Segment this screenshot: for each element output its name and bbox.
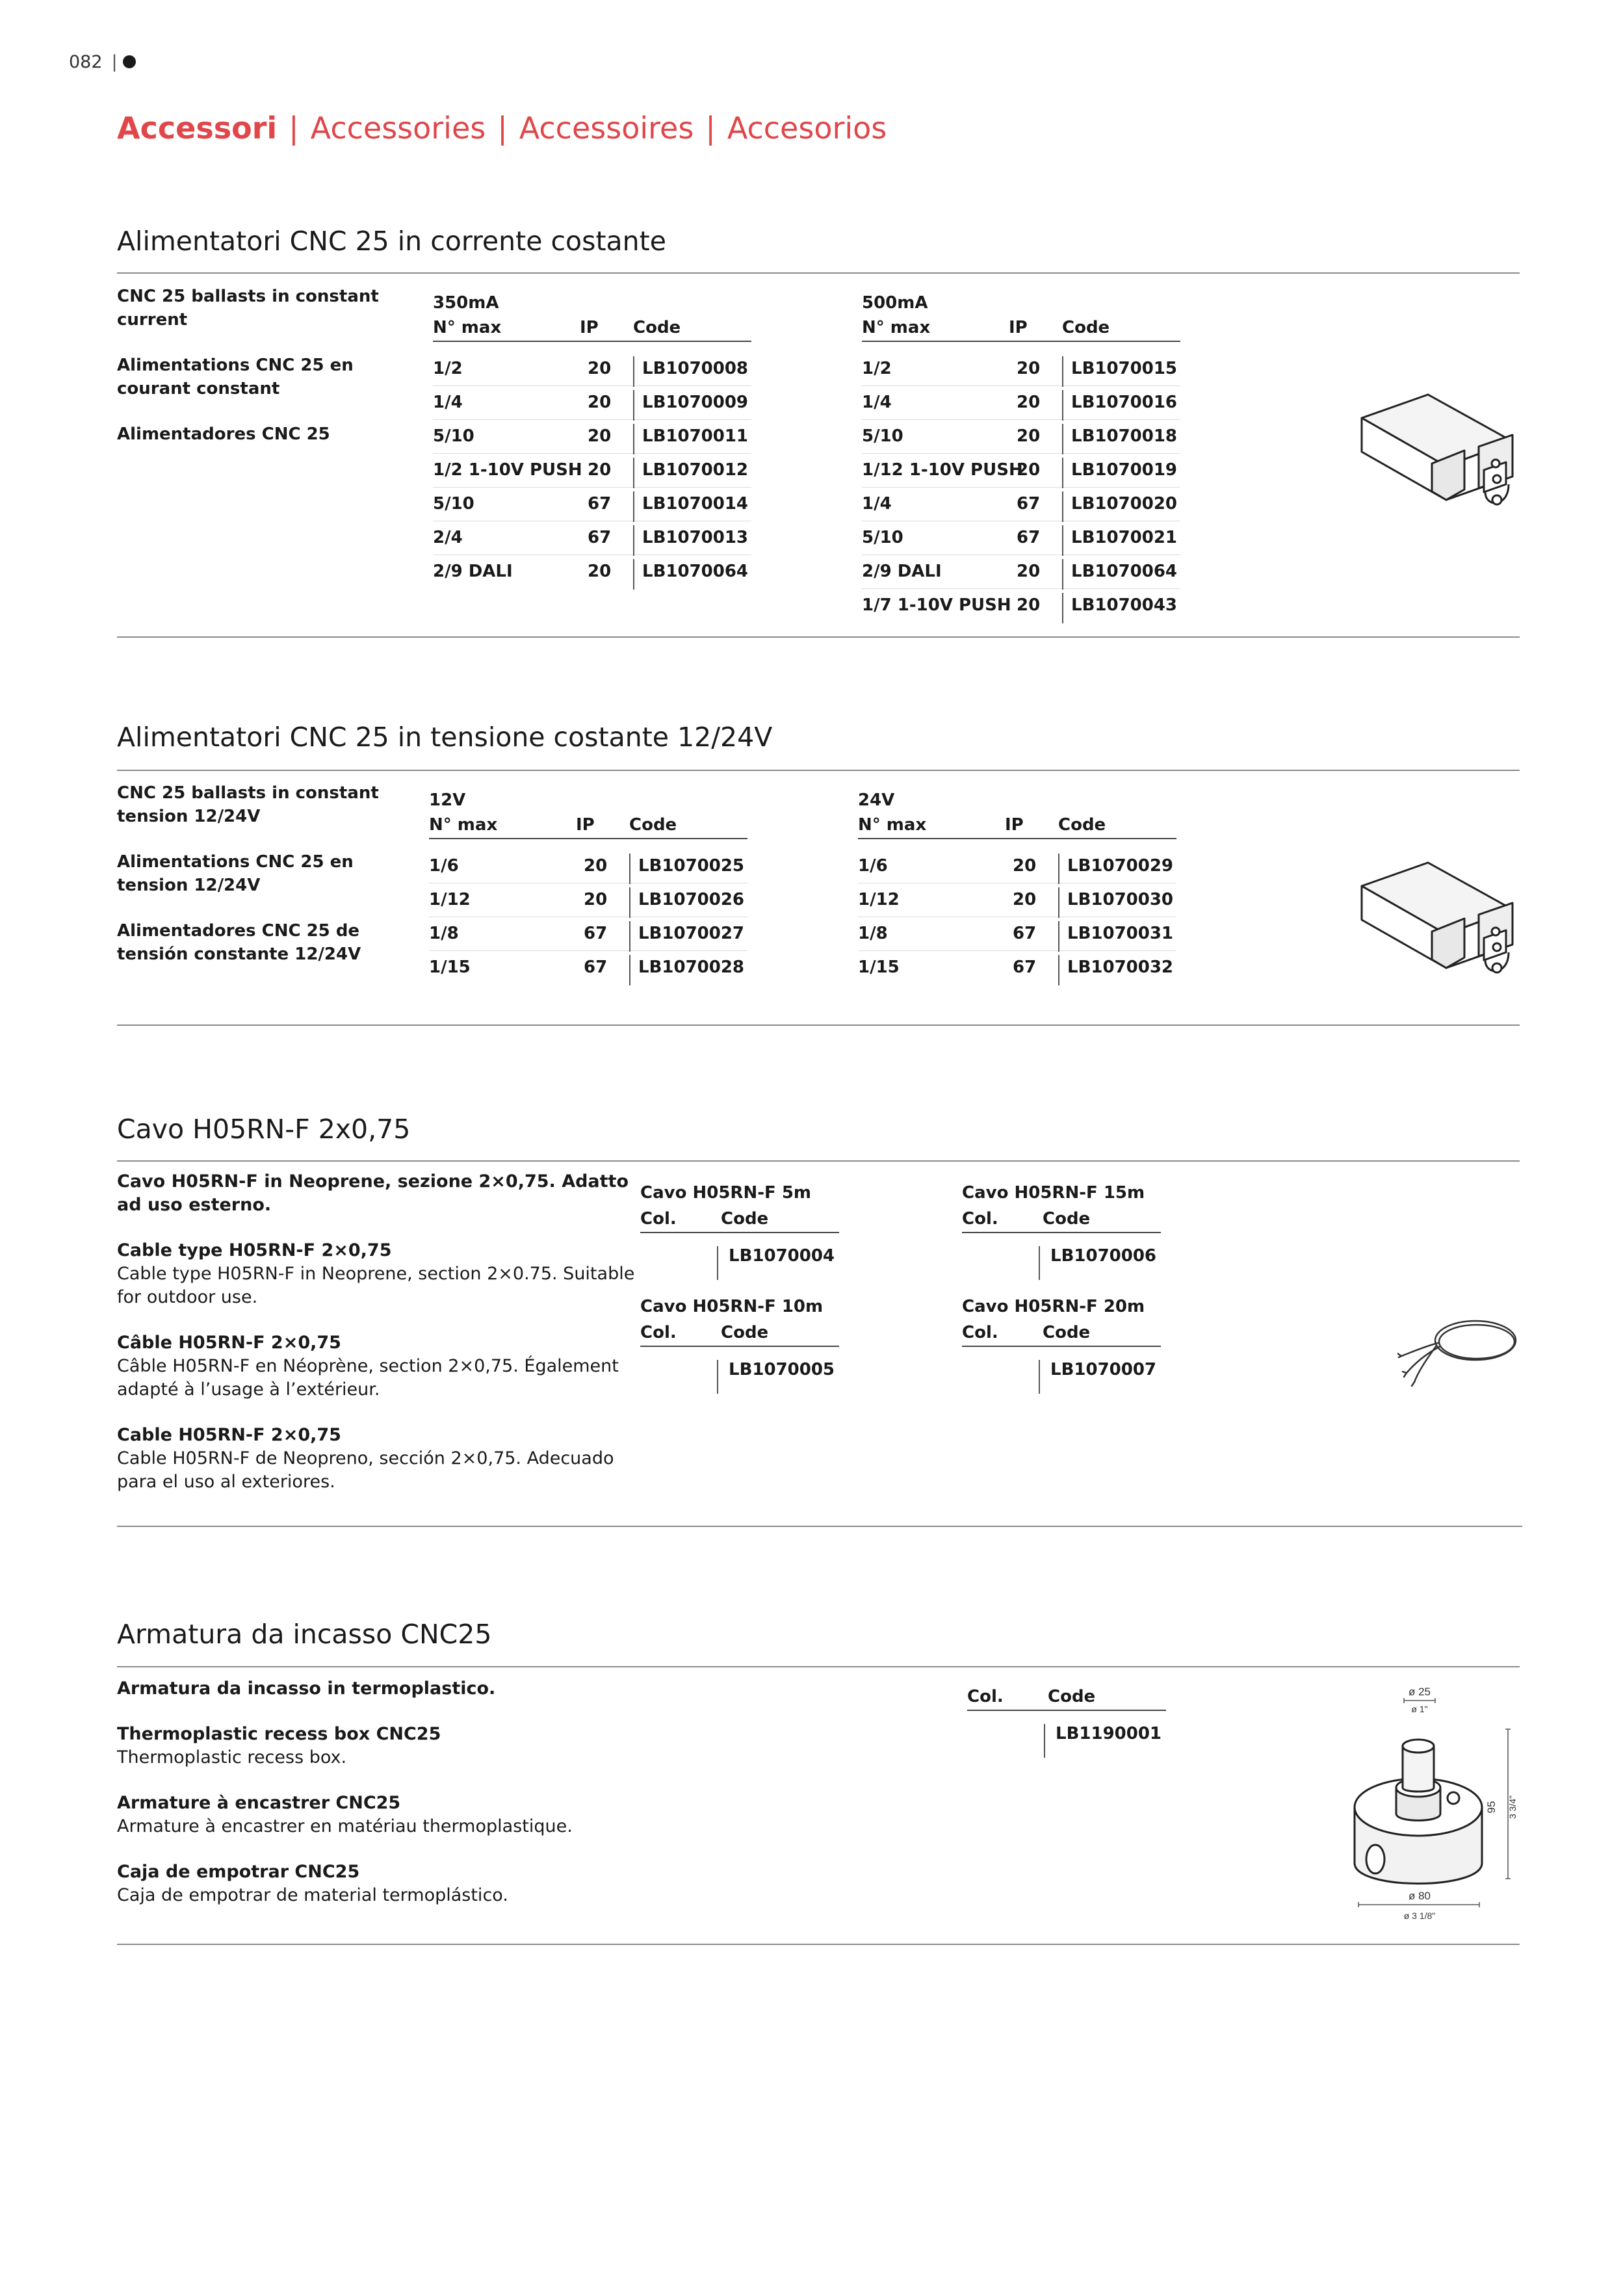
- table-cable-10m: [640, 1294, 839, 1392]
- table-12v: [429, 789, 747, 984]
- title-it: Accessori: [117, 111, 278, 146]
- cell-ip: 20: [588, 393, 612, 412]
- desc-es-text: Cable H05RN-F de Neopreno, sección 2×0,75. Adecuado para el uso al exteriores.: [117, 1448, 614, 1492]
- table-header: [962, 1206, 1161, 1233]
- cell-ip: 20: [1017, 426, 1041, 446]
- table-cable-5m: [640, 1180, 839, 1279]
- cell-ip: 20: [1013, 890, 1037, 909]
- product-code: LB1070007: [1050, 1360, 1157, 1379]
- table-row: [433, 352, 751, 386]
- cell-ip: 67: [1017, 494, 1041, 514]
- page-number-value: 082: [69, 52, 103, 72]
- desc-en-text: Thermoplastic recess box.: [117, 1747, 347, 1768]
- cell-ip: 20: [584, 890, 608, 909]
- section-title-cable: Cavo H05RN-F 2x0,75: [117, 1114, 411, 1145]
- cable-product-image: [1397, 1300, 1521, 1391]
- table-24v: [858, 789, 1176, 984]
- header-code: Code: [633, 318, 681, 337]
- cell-nmax: 2/9 DALI: [433, 562, 513, 581]
- header-code: Code: [1043, 1209, 1091, 1229]
- header-code: Code: [721, 1323, 769, 1342]
- dim-height-mm: 95: [1485, 1801, 1498, 1814]
- cell-code: LB1070009: [642, 393, 749, 412]
- cell-ip: 67: [1013, 958, 1037, 977]
- table-row: [858, 850, 1176, 883]
- cell-nmax: 1/2 1-10V PUSH: [433, 460, 582, 480]
- desc-fr-text: Armature à encastrer en matériau thermoplastique.: [117, 1816, 573, 1836]
- section-divider: [117, 1024, 1520, 1026]
- cell-code: LB1070012: [642, 460, 749, 480]
- cell-nmax: 1/7 1-10V PUSH: [862, 595, 1011, 615]
- desc-en: CNC 25 ballasts in constant current: [117, 287, 379, 330]
- table-group-label: Cavo H05RN-F 5m: [640, 1183, 811, 1203]
- cell-code: LB1070021: [1071, 528, 1178, 547]
- cell-nmax: 1/2: [862, 359, 892, 378]
- table-group-label: Cavo H05RN-F 20m: [962, 1297, 1145, 1316]
- section-divider: [117, 1526, 1522, 1527]
- cell-nmax: 1/8: [858, 924, 888, 943]
- product-code: LB1070006: [1050, 1246, 1157, 1266]
- header-code: Code: [721, 1209, 769, 1229]
- cell-code: LB1070008: [642, 359, 749, 378]
- section-title-constant-current: Alimentatori CNC 25 in corrente costante: [117, 226, 666, 257]
- cell-nmax: 1/15: [429, 958, 471, 977]
- cell-ip: 67: [588, 494, 612, 514]
- cell-ip: 20: [1017, 460, 1041, 480]
- desc-es-head: Cable H05RN-F 2×0,75: [117, 1425, 341, 1445]
- table-recess-box: [967, 1684, 1166, 1756]
- table-row: [429, 917, 747, 951]
- header-ip: IP: [1005, 815, 1024, 835]
- page-number: [69, 52, 136, 72]
- header-code: Code: [1058, 815, 1106, 835]
- table-row: [862, 352, 1180, 386]
- header-code: Code: [1048, 1687, 1096, 1706]
- cell-ip: 67: [588, 528, 612, 547]
- desc-it: Cavo H05RN-F in Neoprene, sezione 2×0,75. Adatto ad uso esterno.: [117, 1171, 629, 1215]
- table-group-label: Cavo H05RN-F 15m: [962, 1183, 1145, 1203]
- table-cable-15m: [962, 1180, 1161, 1279]
- table-row: [640, 1233, 839, 1279]
- cell-code: LB1070030: [1067, 890, 1174, 909]
- section-title-constant-voltage: Alimentatori CNC 25 in tensione costante 12/24V: [117, 722, 773, 753]
- header-col: Col.: [967, 1687, 1004, 1706]
- desc-es: Alimentadores CNC 25 de tensión constante 12/24V: [117, 921, 361, 964]
- header-code: Code: [1043, 1323, 1091, 1342]
- page-number-divider: |: [111, 52, 118, 72]
- cell-nmax: 2/4: [433, 528, 463, 547]
- table-row: [640, 1347, 839, 1392]
- table-row: [967, 1711, 1166, 1756]
- header-col: Col.: [640, 1209, 677, 1229]
- table-group-label: 24V: [858, 790, 895, 810]
- table-row: [433, 488, 751, 521]
- cell-nmax: 1/2: [433, 359, 463, 378]
- cell-nmax: 1/4: [862, 494, 892, 514]
- table-row: [433, 454, 751, 488]
- table-header: [640, 1206, 839, 1233]
- dim-top-mm: ø 25: [1408, 1686, 1431, 1698]
- desc-fr: Alimentations CNC 25 en tension 12/24V: [117, 852, 354, 895]
- header-code: Code: [1062, 318, 1110, 337]
- cell-nmax: 5/10: [433, 494, 474, 514]
- cell-ip: 67: [1017, 528, 1041, 547]
- table-group-label: Cavo H05RN-F 10m: [640, 1297, 824, 1316]
- table-row: [429, 883, 747, 917]
- table-row: [433, 521, 751, 555]
- header-col: Col.: [640, 1323, 677, 1342]
- section-description: [117, 1677, 637, 1929]
- cell-code: LB1070014: [642, 494, 749, 514]
- header-col: Col.: [962, 1209, 998, 1229]
- desc-es-head: Caja de empotrar CNC25: [117, 1862, 360, 1882]
- table-row: [858, 883, 1176, 917]
- ballast-product-image: [1355, 387, 1521, 523]
- product-code: LB1070004: [729, 1246, 835, 1266]
- table-row: [862, 589, 1180, 622]
- cell-ip: 67: [584, 958, 608, 977]
- ballast-product-image: [1355, 855, 1521, 991]
- section-description: [117, 285, 403, 446]
- desc-en-head: Thermoplastic recess box CNC25: [117, 1724, 441, 1744]
- table-row: [429, 951, 747, 984]
- table-group-label: 500mA: [862, 293, 928, 313]
- desc-es-text: Caja de empotrar de material termoplástico.: [117, 1885, 508, 1905]
- table-row: [433, 386, 751, 420]
- table-header: [433, 315, 751, 342]
- desc-en-head: Cable type H05RN-F 2×0,75: [117, 1240, 392, 1260]
- cell-nmax: 5/10: [862, 426, 903, 446]
- desc-es: Alimentadores CNC 25: [117, 424, 330, 444]
- table-body: [862, 352, 1180, 622]
- section-divider: [117, 1160, 1520, 1162]
- cell-nmax: 2/9 DALI: [862, 562, 942, 581]
- desc-en: CNC 25 ballasts in constant tension 12/24V: [117, 783, 379, 826]
- header-ip: IP: [1009, 318, 1028, 337]
- section-divider: [117, 1944, 1520, 1945]
- cell-code: LB1070032: [1067, 958, 1174, 977]
- product-code: LB1190001: [1056, 1724, 1162, 1743]
- desc-fr-text: Câble H05RN-F en Néoprène, section 2×0,75. Également adapté à l’usage à l’extérieur.: [117, 1356, 619, 1400]
- table-row: [862, 521, 1180, 555]
- cell-code: LB1070027: [638, 924, 745, 943]
- table-row: [858, 917, 1176, 951]
- cell-code: LB1070016: [1071, 393, 1178, 412]
- cell-nmax: 1/4: [862, 393, 892, 412]
- header-ip: IP: [576, 815, 595, 835]
- cell-code: LB1070018: [1071, 426, 1178, 446]
- section-divider: [117, 636, 1520, 638]
- cell-nmax: 5/10: [433, 426, 474, 446]
- cell-nmax: 5/10: [862, 528, 903, 547]
- cell-ip: 67: [584, 924, 608, 943]
- cell-code: LB1070064: [1071, 562, 1178, 581]
- cell-nmax: 1/12: [858, 890, 900, 909]
- desc-fr: Alimentations CNC 25 en courant constant: [117, 356, 354, 398]
- cell-nmax: 1/15: [858, 958, 900, 977]
- cell-code: LB1070011: [642, 426, 749, 446]
- title-fr: Accessoires: [519, 111, 694, 146]
- table-row: [862, 555, 1180, 589]
- table-row: [862, 420, 1180, 454]
- cell-code: LB1070015: [1071, 359, 1178, 378]
- cell-nmax: 1/4: [433, 393, 463, 412]
- section-title-recess-box: Armatura da incasso CNC25: [117, 1619, 492, 1650]
- header-col: Col.: [962, 1323, 998, 1342]
- table-body: [858, 850, 1176, 984]
- cell-code: LB1070028: [638, 958, 745, 977]
- table-group-label: 12V: [429, 790, 466, 810]
- table-header: [858, 812, 1176, 839]
- header-code: Code: [629, 815, 677, 835]
- desc-fr-head: Armature à encastrer CNC25: [117, 1793, 401, 1813]
- section-description: [117, 781, 403, 966]
- cell-ip: 67: [1013, 924, 1037, 943]
- table-header: [967, 1684, 1166, 1711]
- page-title: [117, 111, 887, 146]
- title-separator: |: [289, 111, 299, 146]
- table-row: [433, 420, 751, 454]
- cell-ip: 20: [588, 359, 612, 378]
- title-en: Accessories: [310, 111, 486, 146]
- cell-code: LB1070029: [1067, 856, 1174, 876]
- table-row: [962, 1347, 1161, 1392]
- table-row: [429, 850, 747, 883]
- cell-ip: 20: [1017, 359, 1041, 378]
- cell-ip: 20: [588, 426, 612, 446]
- cell-ip: 20: [1017, 393, 1041, 412]
- table-row: [433, 555, 751, 588]
- table-header: [640, 1320, 839, 1347]
- section-divider: [117, 770, 1520, 771]
- table-500ma: [862, 291, 1180, 622]
- cell-code: LB1070020: [1071, 494, 1178, 514]
- table-row: [962, 1233, 1161, 1279]
- cell-code: LB1070031: [1067, 924, 1174, 943]
- title-separator: |: [497, 111, 508, 146]
- table-row: [862, 488, 1180, 521]
- product-code: LB1070005: [729, 1360, 835, 1379]
- cell-code: LB1070064: [642, 562, 749, 581]
- cell-ip: 20: [588, 460, 612, 480]
- table-header: [862, 315, 1180, 342]
- cell-code: LB1070025: [638, 856, 745, 876]
- header-ip: IP: [580, 318, 599, 337]
- dim-height-in: 3 3/4": [1507, 1795, 1518, 1820]
- table-row: [862, 454, 1180, 488]
- desc-en-text: Cable type H05RN-F in Neoprene, section 2×0.75. Suitable for outdoor use.: [117, 1264, 635, 1307]
- cell-nmax: 1/6: [858, 856, 888, 876]
- cell-code: LB1070043: [1071, 595, 1178, 615]
- dim-bottom-mm: ø 80: [1408, 1890, 1431, 1902]
- cell-code: LB1070013: [642, 528, 749, 547]
- cell-ip: 20: [1013, 856, 1037, 876]
- cell-nmax: 1/12 1-10V PUSH: [862, 460, 1023, 480]
- header-nmax: N° max: [858, 815, 927, 835]
- table-row: [862, 386, 1180, 420]
- cell-code: LB1070026: [638, 890, 745, 909]
- cell-nmax: 1/8: [429, 924, 459, 943]
- cell-nmax: 1/12: [429, 890, 471, 909]
- section-description: [117, 1170, 637, 1516]
- table-body: [429, 850, 747, 984]
- section-divider: [117, 1666, 1520, 1667]
- bullet-icon: [123, 55, 136, 68]
- header-nmax: N° max: [862, 318, 931, 337]
- table-350ma: [433, 291, 751, 588]
- table-header: [429, 812, 747, 839]
- cell-ip: 20: [588, 562, 612, 581]
- table-group-label: 350mA: [433, 293, 499, 313]
- header-nmax: N° max: [429, 815, 498, 835]
- table-row: [858, 951, 1176, 984]
- dim-bottom-in: ø 3 1/8": [1403, 1911, 1436, 1921]
- dim-top-in: ø 1": [1411, 1704, 1428, 1714]
- table-body: [433, 352, 751, 588]
- table-header: [962, 1320, 1161, 1347]
- header-nmax: N° max: [433, 318, 502, 337]
- cell-ip: 20: [1017, 595, 1041, 615]
- desc-fr-head: Câble H05RN-F 2×0,75: [117, 1333, 341, 1353]
- cell-ip: 20: [1017, 562, 1041, 581]
- cell-ip: 20: [584, 856, 608, 876]
- cell-nmax: 1/6: [429, 856, 459, 876]
- desc-it: Armatura da incasso in termoplastico.: [117, 1678, 496, 1699]
- title-es: Accesorios: [727, 111, 887, 146]
- section-divider: [117, 272, 1520, 274]
- title-separator: |: [705, 111, 716, 146]
- recess-box-drawing: [1339, 1684, 1521, 1931]
- cell-code: LB1070019: [1071, 460, 1178, 480]
- table-cable-20m: [962, 1294, 1161, 1392]
